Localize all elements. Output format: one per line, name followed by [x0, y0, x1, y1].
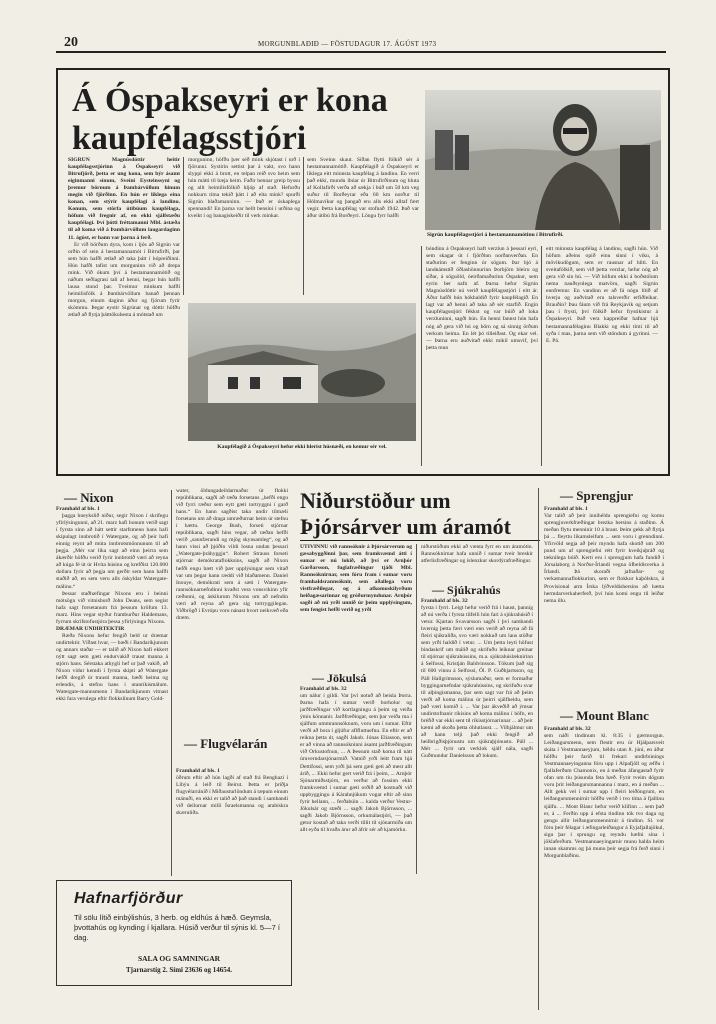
lead-col4-body: bóndinn á Óspakseyri haft verzlun á þessari eyri, sem skagar út í fjörðinn norðanverðan. En staðurinn er fenginn úr sögum. Þar bjó á landnámstíð öðlashönnurinn Þorbjörn bleiru og síðar, á söguöld, óeirðamaðurinn Óspakur, sem eyrin ber nafn af. Þarna hefur Sigrún Magnúsdóttir nú verið kaupfélagsstjóri í eitt ár. Áður hafði hún hókhaldið fyrir kaupfélagið. En lagt var að henni að taka að sér starfið. Engin kaupfélagsstjóri fékkst og var búið að loka verzluninni, sagði hún. En henni fannst hún hafa nóg að gera við bú og börn og sá sinnig örðum verkum heima. En lét þó tilleiðast. Og ekar vel. — Þarna eru auðvitað ekki mikil umsvif, því þetta mun — [426, 246, 538, 351]
nixon-subhead: DRÆMAR UNDIRTEKTIR — [56, 625, 125, 632]
jokulsa-col — [300, 686, 412, 1010]
photo-sigrun-caption: Sigrún kaupfélagsstjóri á hestamannamótinu í Bitrufirði. — [427, 232, 564, 238]
jokulsa-heading: — Jökulsá — [312, 671, 367, 685]
lead-col4-divider — [421, 246, 422, 466]
mont-blanc-cont: Framhald af bls. 32 — [544, 726, 591, 732]
mont-blanc-heading: — Mount Blanc — [560, 708, 649, 723]
photo-sigrun-graphic — [425, 90, 661, 230]
lead-col2 — [188, 157, 300, 297]
flugvelaran-heading: — Flugvélarán — [184, 736, 268, 751]
sjukrahus-cont: Framhald af bls. 32 — [421, 598, 468, 604]
right-column-divider — [538, 488, 539, 1010]
nixon-divider — [171, 490, 172, 876]
sprengjur-heading: — Sprengjur — [560, 488, 634, 503]
sjukrahus-body: fyrsta í fyrri. Leigt hefur verið frá í haust, þannig að nú verða í fyrsta tilfelli hún fari á sjúkrahúsið í vetur. Kjartan Svavarsson sagði í því sambandi hvernig þetta færi væri enn verið að reyna að fá fleiri sjúkraliða, svo væri nokkuð um laus stöður sem yrði haldið í vetur. ... Um þetta leyti höfust bindaskrif um málið og skrifuðu leiknar greinar til stjórnar sjúkrahússins, m.a. sjúkrahúslæknirinn á Selfossi, Kristján Baldvinsson. Tókum það sig til 600 vinnu á Selfossi, Ól. P. Guðbjartsson, og Páll Hallgrímsson, sýslumaður, sem er formaður byggingarnefndar sjúkrahússins, og skrifuðu svar til alþingismanna, þar sem sagt var frá að þeim verði að koma málinu úr þeirri sjálfheldu, sem það væri komið í. ... Var þar ákveðið að ýmsar undirstofnanir ríkisins að koma málinu í höfn, en bréfið var ekki sent til ríkisstjórnarinnar ... að þeir kæmi að skoða þetta óhlutlaust. ... Vilhjálmur um að hann telji það ekki fengið að heilbrigðisþjónustu um sjúkraþjónustu. Páll ... Mér ... fyrir um verklok sjálf nála, sagði Guðmundur Daníelsson að lokum. — [421, 605, 533, 760]
nidurstodur-divider — [416, 544, 417, 874]
lead-col5-divider — [541, 246, 542, 466]
nixon-col2 — [176, 488, 288, 730]
paper-line: MORGUNBLAÐIÐ — FÖSTUDAGUR 17. ÁGÚST 1973 — [258, 40, 437, 48]
lead-headline: Á Óspakseyri er kona kaupfélagsstjóri — [72, 82, 388, 157]
lead-col1-lead: SIGRÚN Magnúsdóttir heitir kaupfélagsstjórinn á Óspakseyri við Bitrufjörð, þetta er ung kona, sem býr ásamt eiginmanni sínum, Sveini Eysteinssyni og þremur börnum á Þambárvöllum hinum megin við fjörðinn. En hún er líklega eina konan, sem stýrir kaupfélagi á landinu. Konum, sem störfa útibúum kaupfélaga, höfum við fregnir af, en ekki sjálfstæðu kaupfélagi. Því þótti fréttamanni Mbl. ástæða til að koma við á Þambárvöllum laugardaginn 11. ágúst, er hann var þarna á ferð. — [68, 157, 180, 241]
sjukrahus-col — [421, 598, 533, 1010]
nidurstodur-rule — [300, 540, 540, 541]
nixon-cont: Framhald af bls. 1 — [56, 506, 100, 512]
photo-kaupfelag — [188, 303, 416, 441]
nixon-col2-body: water, öldungadeildarmaður úr flokki repúblikana, sagði að ræða forsetans „hefði engu við fyrri ræður sem eytt gæti tortryggni í garð hans.“ En hann sagðist taka undir tilmæli forsetans um að draga umræðurnar heim úr stefnu í hættu. George Bush, forseti stjórnar repúblikana, sagði hins vegar, að ræðan hefði verið „sannfærandi og mjög skynsamleg“, og að hann vissi að þjóðin vildi losna undan þessari „Watergate-þráhyggju“. Robert Strauss forseti stjórnar demókrataflokksins, sagði að Nixon hefði engu bætt við þær upplýsingar sem vitað var um þegar hann ræddi við blaðamenn. Daniel Inouye, demókrati sem á sæti í Watergate-rannsóknarnefndinni kvaðst vera vonsvikinn yfir ræðunni, og áskilurum Nixons um að nefndin væri að reyna að gera sig tortryggilegan. Viðbrögð í Evrópu voru nánast hvort neikvæð eða dræm. — [176, 488, 288, 621]
ad-title: Hafnarfjörður — [74, 890, 183, 907]
nixon-body3: Ræða Nixons hefur fengið held ur dræmar undirtektir. Víðast hvar, — bæði í Bandaríkjunum og annars staðar — er talið að Nixon hafi ekkert nýtt sagt sem gæti endurvakið traust manna á stjórn hans. Sérstaka athygli hef ur það vakið, að Nixon vídur kemdi í fyrsta skipti að Watergate hefði dregið úr trausti manna, bæði heima og erlendis, á stefnu hans í utanríkismálum. Watergate-mannsmenn í Bandaríkjunum vitnast ekki fara verulega eftir flokkslínum Barry Gold- — [56, 632, 168, 703]
lead-col1-divider — [183, 157, 184, 295]
jokulsa-cont: Framhald af bls. 32 — [300, 686, 347, 692]
lead-col2-body: morguninn, höfðu þær séð mink skjótast í urð í fjörunni. Systirin settist þar á vakt, svo hann slyppi ekki á brott, en telpan reið svo heim sem hún mátti til bæja heim. Faðir hennar greip byssu og allt heimilisfólkið hljóp af stað. Hefurðu nokkurn tíma tekið þátt í að elta mink? spurði Sigrún blaðamanninn. — Það er óskaplega spennandi! En þarna var hellt bensíni í urðina og kveikt í og banagiskeiðir til verk minkar. — [188, 157, 300, 220]
nidurstodur-col2 — [421, 544, 533, 580]
photo-kaupfelag-graphic — [188, 303, 416, 441]
flugvelaran-body: öðrum eftir að hún lagði af stað frá Benghazi í Líbýu á leið til Beirut. Þetta er þriðja flugvélarránið í Miðausturlöndum á tæpum einum mánuði, en ekki er talið að það standi í sambandi við deilurnar milli Ísraelsmanna og arabískra skæruliða. — [176, 775, 288, 817]
flugvelaran-col — [176, 768, 288, 876]
nidurstodur-col1-body: ÚTIVINNU við rannsóknir á Þjórsárverum og gæsabyggðinni þar, sem framkvæmd átti í sumar er nú lokið, að því er Arnþór Garðarsson, fuglafræðingur tjáði Mbl. Rannsóknirnar, sem fóru fram í sumar voru framhaldsrannsóknir, sem aðallega voru vistfræðilegar, og á afkomuskilyrðum heiðagæsarinnar og gróðurmyndunar. Arnþór sagði að nú yrði unnið úr þeim upplýsingum, sem fengist hefði verið og yrði — [300, 544, 412, 614]
lead-col1-body: Er við börðum dyra, kom í ljós að Sigrún var orðin of sein á hestamannamót í Bitrufirði, þar sem hún hafði ætlað að taka þátt í hópreiðinni. Hún hafði tafist um morguninn við að drepa mink. Við ókum því á hestamannamótið og náðum seðlagrasi tali af henni, begar hún hafði lausa stund þar. Tveimur minkum hafði heimilisfólk á Þambárvöllum banað þennan morgun, einum daginn áður og fjórum fyrir skömmu. Þegar eystir Sigrúnar og dóttir höfðu ætlað að flytja þátttökuhesta á mótstað um — [68, 241, 180, 319]
mont-blanc-col — [544, 726, 664, 1010]
sjukrahus-heading: — Sjúkrahús — [432, 583, 501, 597]
lead-col3 — [307, 157, 419, 297]
page-number: 20 — [64, 35, 78, 50]
sprengjur-col — [544, 506, 664, 704]
lead-col5 — [546, 246, 658, 468]
lead-col5-body: eitt minnsta kaupfélag á landinu, sagði hún. Við höfum aðeins opið einu sinni í viku, á mövikudögum, sem er rausnar af hliti. En sveitafólkið, sem við þetta verzlar, hefur nóg að gera við sín bú. — Við höfum ekki á boðstólum nema nauðsynlega matvöru, sagði Sigrún ennfremur. En vandinn er að fá nógu lítið af hverju og auðvitað eru talsverðir erfiðleikar. Brauðin? Þau fáum við frá Reykjavík og setjum þau í frysti, því fólkið hefur frystikistur á Óspakseyri. Það vera kappreiðar hafnar hjá hestamannafélaginu Blakki og ekki tími til að syða í mas, þarna sem við stöndum á gyrinni. — E. Pá. — [546, 246, 658, 344]
mont-blanc-body: sem náði tindinum kl. 8:35 í gærmorgun. Leiðangursmenn, sem flestir eru úr Hjálparsveit skáta í Vestmannaeyjum, héldu utan 8. júní, en áður höfðu þeir farið til frekari undirbúnings Vestmannaeyinganna fóru upp í Alpafjöll og æfðu í fjallaferðum Chamonix, en á meðan áfangastað fyrir ofan um tíu þúsunda feta hæð. Fyrir tveim dögum voru þrír leiðangursmannanna í marz, en á meðan ... Allt gekk vel í sumar upp í fleiri leiðöngrum, en leiðangursmennirnir höfðu verið í tvo tíma á fjallinu sjálfu. ... Mont Blanc hefur verið klifinn ... sem það er, á ... Ferðin upp á efsta tindinn tók tvo daga og gengu allir leiðangursmennirnir á tindinn. Sl. vor fóru þeir félagar í æfingarleiðangur á Eyjafjallajökul, sigu þar í sprungu og reyndu hæfni sína í jöklaferðum. Vestmannaeyingarnir munu halda heim innan skamms og þá munu þeir segja frá ferð sinni í Morgunblaðinu. — [544, 733, 664, 859]
nixon-body1: þagga hneykslið niður, segir Nixon í skrifegu yfirlýsingunni, að 21. marz hafi honum verið sagt í fyrsta sinn að hátt settir starfsmenn hans hafi skipulagt innbrotið í Watergate, og að þeir hafi einnig reynt að múta innbrotsmönnunum til að þegja. „Mér var líka sagt að einn þeirra sem ákærðir höfðu verið fyrir innbrotið væri að reyna að kúga fé út úr Hvíta húsinu og krefðist 120.000 dollara fyrir að þegja um gerðir sem hann hafði staðið að, en sem veru alls óskyldar Watergate-málinu.“ — [56, 513, 168, 590]
lead-col1 — [68, 157, 180, 467]
lead-col4 — [426, 246, 538, 468]
nidurstodur-headline: Niðurstöður um Þjórsárver um áramót — [300, 488, 511, 539]
nidurstodur-col2-body: niðurstöðum ekki að vænta fyrr en um áramótin. Rannsóknirnar hafa unnið í sumar tveir breskir atferlisfræðingar og íslenzkur skordýrafræðingur. — [421, 544, 533, 565]
nixon-heading: — Nixon — [64, 490, 114, 505]
nidurstodur-col1 — [300, 544, 412, 654]
nixon-body2: Þessar staðhæfingar Nixons eru í beinni mótsögn við vitnisburð John Deans, sem segist hafa sagt forsetanum frá þessum kröfum 13. marz. Hins vegar styður framburður Haldemans, fyrrum skrifstofustjóra þessa yfirlýsingu Nixons. — [56, 590, 168, 625]
sprengjur-body: Var talið að þeir innihéldu sprengiefni og komu sprengjuverkfræðingar brezka hersins á staðinn. Á meðan flytu menninir 10 á braut. Þeim gekk að flytja þá ... fleyttu líkamsleifum ... sem voru í grenndinni. Yfirvöld segja að þeir myndu hafa skotið um 200 pund um af sprengiefni rétt fyrir kveikjuþráð og tæknilega búið. Kerti eru í sprengjum hafa fundið í Jórsalaborg á Norður-Írlandi vegna öfbeldisverka á Írlandi. Þá skoraði jafnaðar- og verkamannaflokkurinn, sem er flokkur kaþólskra, á Provisional arm Írska lýðveldishersins að hætta hermdarverkaherferð, því hún komi engu til leiðar nema illu. — [544, 513, 664, 604]
lead-col2-divider — [303, 157, 304, 295]
jokulsa-body: um nálur í gildi. Var því notuð að beisla Þorra. Þarna hafa í sumar verið borholur og jarðfræðingar við kortlagningu á þeim og veiða ýmis könnanir. Jarðfræðingar, sem þar veiða ma í sjálfum ummrannsóknum, voru um í sumar. Eftir verði að bora í gljúfur aflfluttuefnu. En eftir er að reikna þetta út, sagði Jakob. Jónas Elíasson, sem er að vinna að rannsókninni ásamt jarðfræðingum við Orkustofnun, ... A Þessum stað koma til nátt úruverndarsjónarmið. Vatnið yrði leitt fram hjá Dettifossi, sem yrði þá sem gæti geti að mest allt árið, ... Ekki hefur gert verið frá í þeim, ... Arnþór Sjónarmiðsstjórn, en verður að fossinn ekki framkvæmd í sumar gæti orðið að kostnaði við uppbyggingu á Kárahnjúkum vogar eftir að sinn fyrir hellann, ... ferðabúin ... kalda verður Vestur-Jökulsár og stæði ... sagði Jakob Björnsson, ... sagði Jakob Björnsson, orkumálastjóri, — það getur kostað að taka verði tillit til sjónarmiða um allt eyða til hvaða árur að áfrir sér að kjamórku. — [300, 693, 412, 833]
nixon-col1 — [56, 506, 168, 876]
ad-company: SALA OG SAMNINGAR — [137, 954, 221, 963]
photo-kaupfelag-caption: Kaupfélagið á Óspakseyri hefur ekki hlerist húsnæði, en kemur sér vel. — [217, 444, 387, 450]
ad-address: Tjarnarstíg 2. Sími 23636 og 14654. — [126, 966, 232, 974]
sprengjur-cont: Framhald af bls. 1 — [544, 506, 588, 512]
masthead-rule — [56, 51, 666, 53]
photo-sigrun — [425, 90, 661, 230]
flugvelaran-cont: Framhald af bls. 1 — [176, 768, 220, 774]
lead-col3-body: sem Sveinn skaut. Síðan flytti fólkið sér á hestamannamótið. Kaupfélagið á Óspakseyri er líklega eitt minnsta kaupfélag á landinu. En verri það ekki, mundu íbúar úr Bitrufirðinum og hluta af Kollafirði verða að sækja í búð um 50 km veg suður til Borðeyrar eða 60 km norður til Hólmavíkur og þangað eru alls ekki alltaf fært vegir. Þetta kaupfélag var stofnað 1942. Það var áður útibú frá Borðeyri. Löngu fyrr hafði — [307, 157, 419, 220]
ad-body: Til sölu lítið einbýlishús, 3 herb. og eldhús á hæð. Geymsla, þvottahús og kynding í kjallara. Húsið verður til sýnis kl. 5—7 í dag. — [74, 913, 280, 942]
